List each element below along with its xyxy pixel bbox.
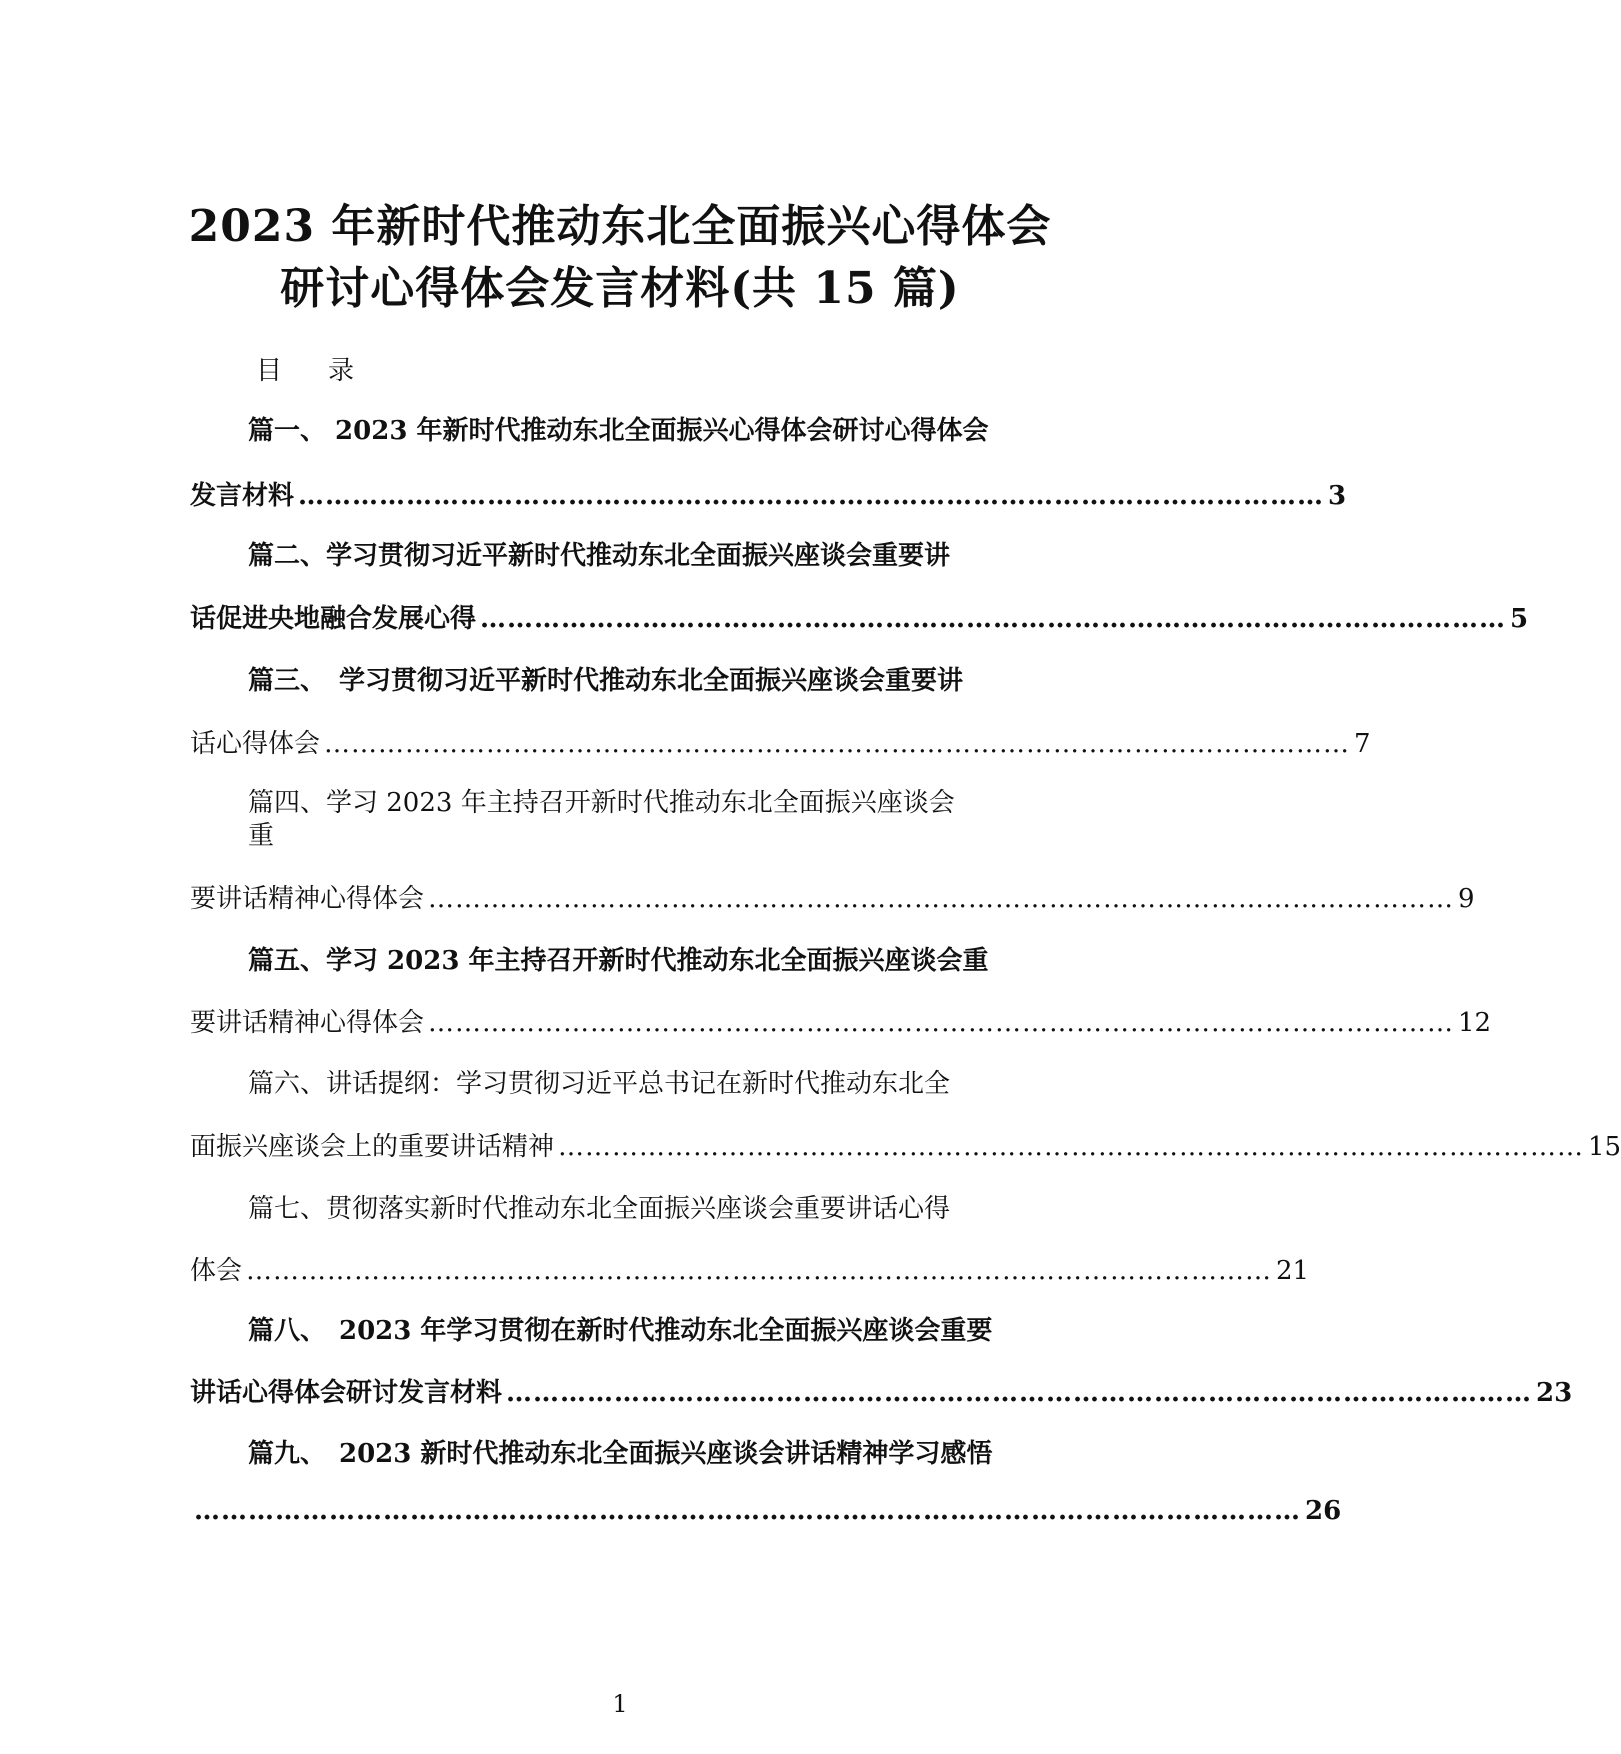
toc-leader-dots: …………………………………………………………………………………………………… xyxy=(324,729,1351,759)
toc-leader-dots: …………………………………………………………………………………………………… xyxy=(246,1256,1273,1286)
toc-entry-5-line-2 xyxy=(190,1002,1492,1039)
toc-entry-4-line-1: 篇四、学习 2023 年主持召开新时代推动东北全面振兴座谈会 xyxy=(248,788,955,818)
toc-entry-4-line-1-wrap: 重 xyxy=(248,821,275,851)
toc-entry-text: 体会 xyxy=(190,1256,243,1286)
toc-page-number: 3 xyxy=(1328,481,1347,511)
toc-entry-9-line-2 xyxy=(190,1496,1342,1526)
toc-leader-dots: …………………………………………………………………………………………………………… xyxy=(194,1496,1301,1526)
document-title-line-2: 研讨心得体会发言材料(共 15 篇) xyxy=(280,263,960,314)
toc-entry-text: 话心得体会 xyxy=(190,729,321,759)
toc-entry-4-line-2 xyxy=(190,878,1475,915)
toc-entry-7-line-2 xyxy=(190,1250,1310,1287)
toc-entry-3-line-2 xyxy=(190,723,1371,760)
toc-entry-2-line-1: 篇二、学习贯彻习近平新时代推动东北全面振兴座谈会重要讲 xyxy=(248,541,951,571)
toc-entry-7-line-1: 篇七、贯彻落实新时代推动东北全面振兴座谈会重要讲话心得 xyxy=(248,1194,951,1224)
toc-leader-dots: …………………………………………………………………………………………………… xyxy=(480,604,1507,634)
toc-entry-text: 话促进央地融合发展心得 xyxy=(190,604,477,634)
toc-entry-3-line-1: 篇三、 学习贯彻习近平新时代推动东北全面振兴座谈会重要讲 xyxy=(248,666,964,696)
toc-leader-dots: …………………………………………………………………………………………………… xyxy=(428,884,1455,914)
toc-leader-dots: …………………………………………………………………………………………………… xyxy=(428,1008,1455,1038)
toc-page-number: 26 xyxy=(1305,1496,1342,1526)
toc-heading xyxy=(256,350,400,387)
toc-page-number: 23 xyxy=(1536,1378,1573,1408)
toc-entry-6-line-2 xyxy=(190,1126,1621,1163)
toc-page-number: 7 xyxy=(1354,729,1371,759)
toc-entry-8-line-2 xyxy=(190,1372,1573,1409)
toc-page-number: 5 xyxy=(1510,604,1529,634)
toc-page-number: 9 xyxy=(1458,884,1475,914)
page-number: 1 xyxy=(612,1690,628,1718)
toc-leader-dots: …………………………………………………………………………………………………… xyxy=(506,1378,1533,1408)
toc-heading-char: 目 xyxy=(256,356,283,386)
toc-entry-text: 讲话心得体会研讨发言材料 xyxy=(190,1378,503,1408)
toc-entry-text: 要讲话精神心得体会 xyxy=(190,1008,425,1038)
toc-entry-text: 发言材料 xyxy=(190,481,295,511)
toc-page-number: 12 xyxy=(1458,1008,1492,1038)
toc-entry-text: 要讲话精神心得体会 xyxy=(190,884,425,914)
toc-entry-1-line-2 xyxy=(190,475,1347,512)
toc-entry-6-line-1: 篇六、讲话提纲：学习贯彻习近平总书记在新时代推动东北全 xyxy=(248,1069,951,1099)
toc-leader-dots: …………………………………………………………………………………………………… xyxy=(298,481,1325,511)
toc-entry-1-line-1: 篇一、 2023 年新时代推动东北全面振兴心得体会研讨心得体会 xyxy=(248,416,989,446)
toc-entry-8-line-1: 篇八、 2023 年学习贯彻在新时代推动东北全面振兴座谈会重要 xyxy=(248,1316,993,1346)
toc-leader-dots: …………………………………………………………………………………………………… xyxy=(558,1132,1585,1162)
toc-entry-9-line-1: 篇九、 2023 新时代推动东北全面振兴座谈会讲话精神学习感悟 xyxy=(248,1439,993,1469)
toc-page-number: 15 xyxy=(1588,1132,1621,1162)
toc-entry-text: 面振兴座谈会上的重要讲话精神 xyxy=(190,1132,555,1162)
toc-heading-char: 录 xyxy=(328,356,355,386)
toc-page-number: 21 xyxy=(1276,1256,1310,1286)
toc-entry-5-line-1: 篇五、学习 2023 年主持召开新时代推动东北全面振兴座谈会重 xyxy=(248,946,989,976)
toc-entry-2-line-2 xyxy=(190,598,1529,635)
document-title-line-1: 2023 年新时代推动东北全面振兴心得体会 xyxy=(188,201,1052,252)
